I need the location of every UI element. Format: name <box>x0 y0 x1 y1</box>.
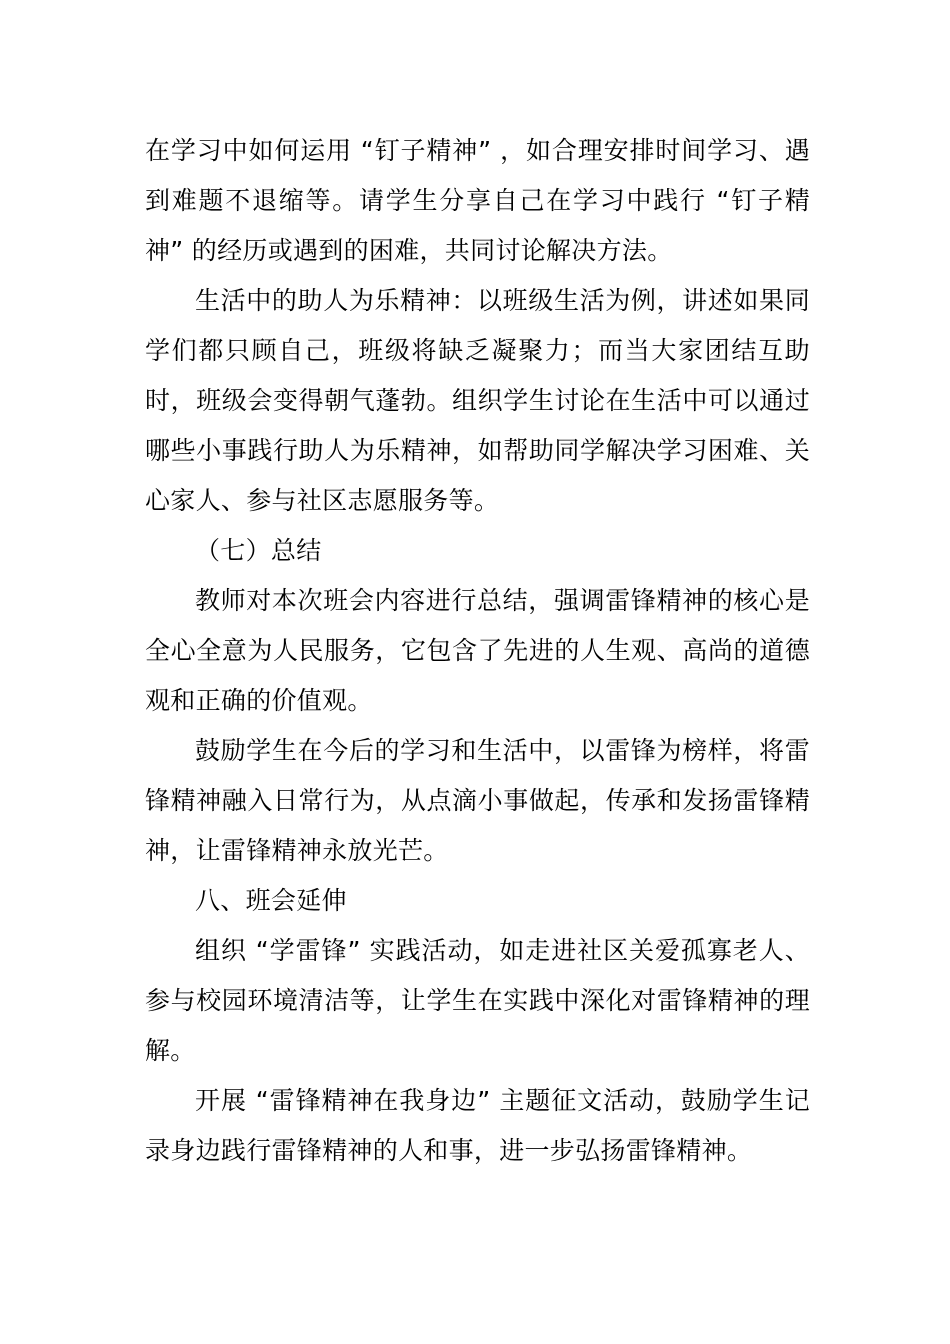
paragraph-teacher-summary: 教师对本次班会内容进行总结，强调雷锋精神的核心是全心全意为人民服务，它包含了先进的人生观、高尚的道德观和正确的价值观。 <box>145 586 810 715</box>
document-body <box>145 126 810 1176</box>
paragraph-study-nail-spirit: 在学习中如何运用 “钉子精神” ，如合理安排时间学习、遇到难题不退缩等。请学生分享自己在学习中践行 “钉子精神” 的经历或遇到的困难，共同讨论解决方法。 <box>145 136 810 265</box>
paragraph-practice-activity: 组织 “学雷锋” 实践活动，如走进社区关爱孤寡老人、参与校园环境清洁等，让学生在实践中深化对雷锋精神的理解。 <box>145 936 810 1065</box>
paragraph-essay-activity: 开展 “雷锋精神在我身边” 主题征文活动，鼓励学生记录身边践行雷锋精神的人和事，进一步弘扬雷锋精神。 <box>145 1086 810 1165</box>
section-heading-extension: 八、班会延伸 <box>195 886 347 915</box>
section-heading-summary: （七）总结 <box>195 536 322 565</box>
paragraph-helping-others: 生活中的助人为乐精神：以班级生活为例，讲述如果同学们都只顾自己，班级将缺乏凝聚力；而当大家团结互助时，班级会变得朝气蓬勃。组织学生讨论在生活中可以通过哪些小事践行助人为乐精神，如帮助同学解决学习困难、关心家人、参与社区志愿服务等。 <box>145 286 810 515</box>
paragraph-encourage-students: 鼓励学生在今后的学习和生活中，以雷锋为榜样，将雷锋精神融入日常行为，从点滴小事做起，传承和发扬雷锋精神，让雷锋精神永放光芒。 <box>145 736 810 865</box>
